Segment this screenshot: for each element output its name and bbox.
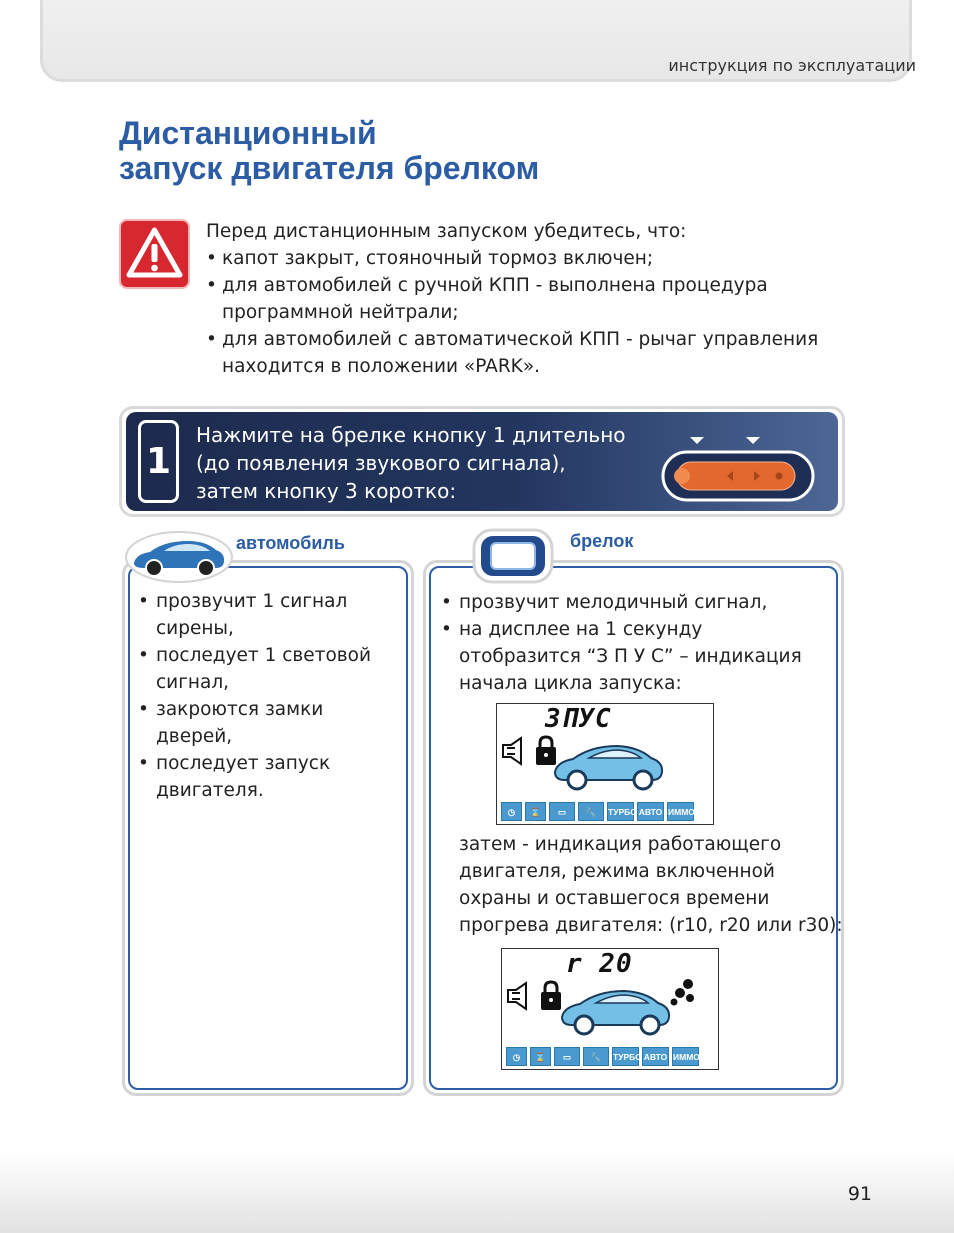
car-reactions-list bbox=[138, 588, 403, 804]
lcd-status-icons bbox=[501, 802, 694, 821]
car-icon bbox=[551, 738, 666, 796]
list-item: • последует запуск двигателя. bbox=[138, 750, 403, 804]
header-text: инструкция по эксплуатации bbox=[668, 56, 916, 75]
text-line: охраны и оставшегося времени bbox=[459, 888, 770, 909]
fob-panel-label: брелок bbox=[570, 531, 634, 551]
auto-indicator: АВТО bbox=[637, 802, 664, 821]
precheck-item-continued: программной нейтрали; bbox=[222, 302, 459, 323]
page-title bbox=[119, 116, 539, 186]
text-line: затем - индикация работающего bbox=[459, 834, 782, 855]
hourglass-icon: ⌛ bbox=[530, 1047, 551, 1066]
car-panel-label: автомобиль bbox=[236, 533, 345, 553]
precheck-item: • для автомобилей с автоматической КПП - рычаг управления bbox=[206, 326, 818, 353]
lcd-start-display bbox=[496, 703, 714, 825]
precheck-list bbox=[206, 218, 818, 380]
immo-indicator: ИММО bbox=[672, 1047, 699, 1066]
turbo-indicator: ТУРБО bbox=[607, 802, 634, 821]
step-instruction bbox=[196, 421, 626, 505]
step-banner bbox=[119, 406, 845, 517]
step-line: затем кнопку 3 коротко: bbox=[196, 479, 457, 503]
car-icon bbox=[558, 983, 673, 1041]
warning-icon bbox=[119, 219, 190, 289]
battery-icon: ▭ bbox=[549, 802, 575, 821]
immo-indicator: ИММО bbox=[667, 802, 694, 821]
precheck-item-continued: находится в положении «PARK». bbox=[222, 356, 541, 377]
key-fob-icon bbox=[660, 434, 818, 504]
hourglass-icon: ⌛ bbox=[525, 802, 546, 821]
step-line: Нажмите на брелке кнопку 1 длительно bbox=[196, 423, 626, 447]
list-item: • прозвучит 1 сигнал сирены, bbox=[138, 588, 403, 642]
text-line: прогрева двигателя: (r10, r20 или r30): bbox=[459, 915, 843, 936]
siren-lock-icon bbox=[506, 979, 566, 1015]
clock-icon: ◷ bbox=[506, 1047, 527, 1066]
step-banner-fill bbox=[126, 412, 838, 511]
list-item: • на дисплее на 1 секунду отобразится “З П У С” – индикация начала цикла запуска: bbox=[441, 616, 831, 697]
lcd-status-icons bbox=[506, 1047, 699, 1066]
car-icon bbox=[124, 530, 234, 584]
wrench-icon: 🔧 bbox=[578, 802, 604, 821]
turbo-indicator: ТУРБО bbox=[612, 1047, 639, 1066]
then-description bbox=[459, 831, 843, 939]
step-line: (до появления звукового сигнала), bbox=[196, 451, 566, 475]
step-number: 1 bbox=[138, 420, 179, 503]
title-line-1: Дистанционный bbox=[119, 115, 377, 151]
list-item: • последует 1 световой сигнал, bbox=[138, 642, 403, 696]
auto-indicator: АВТО bbox=[642, 1047, 669, 1066]
lcd-text: ЗПУС bbox=[545, 704, 612, 734]
precheck-lead: Перед дистанционным запуском убедитесь, что: bbox=[206, 221, 687, 242]
fob-reactions-list bbox=[441, 589, 831, 697]
title-line-2: запуск двигателя брелком bbox=[119, 150, 540, 186]
lcd-running-display bbox=[501, 948, 719, 1070]
clock-icon: ◷ bbox=[501, 802, 522, 821]
list-item: • прозвучит мелодичный сигнал, bbox=[441, 589, 831, 616]
lcd-text: r 20 bbox=[566, 949, 633, 979]
text-line: двигателя, режима включенной bbox=[459, 861, 775, 882]
fob-icon bbox=[471, 527, 555, 585]
precheck-item: • для автомобилей с ручной КПП - выполнена процедура bbox=[206, 272, 818, 299]
page-number: 91 bbox=[847, 1183, 872, 1205]
precheck-item: • капот закрыт, стояночный тормоз включен; bbox=[206, 245, 818, 272]
exhaust-icon bbox=[668, 977, 698, 1007]
list-item: • закроются замки дверей, bbox=[138, 696, 403, 750]
battery-icon: ▭ bbox=[554, 1047, 580, 1066]
page-footer bbox=[0, 1150, 954, 1233]
wrench-icon: 🔧 bbox=[583, 1047, 609, 1066]
